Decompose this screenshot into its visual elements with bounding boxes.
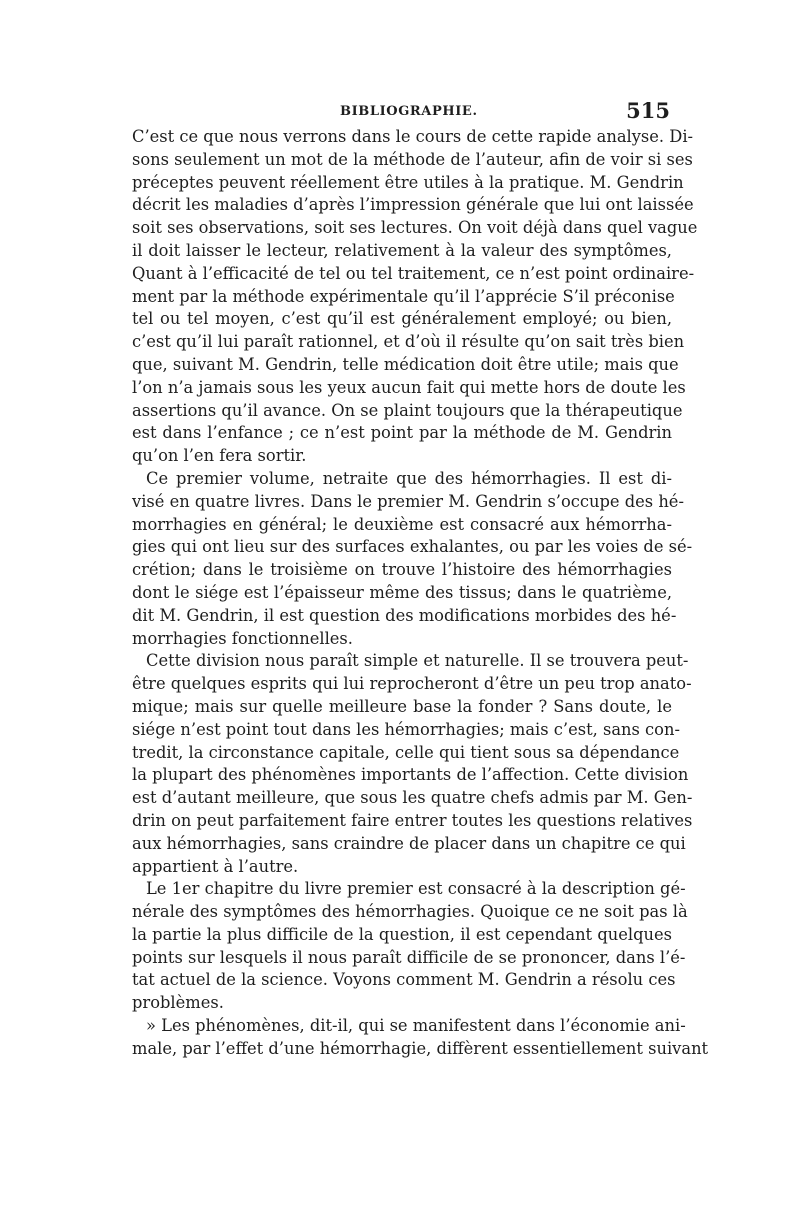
running-title: BIBLIOGRAPHIE. [340, 104, 478, 119]
text-line: sons seulement un mot de la méthode de l’auteur, afin de voir si ses [132, 149, 693, 169]
text-line: points sur lesquels il nous paraît difficile de se prononcer, dans l’é- [132, 947, 686, 967]
text-line-paragraph-start: Cette division nous paraît simple et naturelle. Il se trouvera peut- [146, 651, 689, 671]
text-line: la plupart des phénomènes importants de l’affection. Cette division [132, 765, 689, 785]
text-line: drin on peut parfaitement faire entrer toutes les questions relatives [132, 810, 693, 830]
text-line: il doit laisser le lecteur, relativement à la valeur des symptômes, [132, 240, 672, 260]
page-number: 515 [626, 98, 670, 123]
text-line: dit M. Gendrin, il est question des modifications morbides des hé- [132, 605, 677, 625]
text-line: morrhagies en général; le deuxième est consacré aux hémorrha- [132, 514, 672, 534]
text-line-paragraph-start: » Les phénomènes, dit-il, qui se manifestent dans l’économie ani- [146, 1016, 686, 1036]
text-line-paragraph-end: morrhagies fonctionnelles. [132, 628, 353, 648]
text-line: tel ou tel moyen, c’est qu’il est généralement employé; ou bien, [132, 309, 672, 329]
text-line: décrit les maladies d’après l’impression générale que lui ont laissée [132, 195, 694, 215]
text-line: ment par la méthode expérimentale qu’il l’apprécie S’il préconise [132, 286, 675, 306]
text-line: dont le siége est l’épaisseur même des tissus; dans le quatrième, [132, 582, 672, 602]
text-line: est d’autant meilleure, que sous les quatre chefs admis par M. Gen- [132, 788, 693, 808]
text-line-paragraph-start: Ce premier volume, netraite que des hémorrhagies. Il est di- [146, 468, 672, 488]
text-line: assertions qu’il avance. On se plaint toujours que la thérapeutique [132, 400, 683, 420]
text-line: l’on n’a jamais sous les yeux aucun fait qui mette hors de doute les [132, 377, 686, 397]
text-line-paragraph-start: Le 1er chapitre du livre premier est consacré à la description gé- [146, 879, 686, 899]
text-line: tredit, la circonstance capitale, celle qui tient sous sa dépendance [132, 742, 680, 762]
text-line: soit ses observations, soit ses lectures. On voit déjà dans quel vague [132, 218, 698, 238]
text-line: préceptes peuvent réellement être utiles à la pratique. M. Gendrin [132, 172, 684, 192]
text-line-paragraph-end: qu’on l’en fera sortir. [132, 446, 307, 466]
text-line: mique; mais sur quelle meilleure base la fonder ? Sans doute, le [132, 696, 672, 716]
text-line: crétion; dans le troisième on trouve l’histoire des hémorrhagies [132, 560, 672, 580]
text-line: tat actuel de la science. Voyons comment M. Gendrin a résolu ces [132, 970, 676, 990]
text-line: C’est ce que nous verrons dans le cours de cette rapide analyse. Di- [132, 127, 694, 146]
text-line: siége n’est point tout dans les hémorrhagies; mais c’est, sans con- [132, 719, 680, 739]
text-line: male, par l’effet d’une hémorrhagie, diffèrent essentiellement suivant [132, 1038, 709, 1058]
text-line: Quant à l’efficacité de tel ou tel traitement, ce n’est point ordinaire- [132, 263, 695, 283]
text-line: nérale des symptômes des hémorrhagies. Quoique ce ne soit pas là [132, 902, 688, 922]
body-text [132, 126, 709, 1061]
text-line: que, suivant M. Gendrin, telle médication doit être utile; mais que [132, 354, 679, 374]
text-line: c’est qu’il lui paraît rationnel, et d’où il résulte qu’on sait très bien [132, 332, 685, 352]
text-line: est dans l’enfance ; ce n’est point par la méthode de M. Gendrin [132, 423, 672, 443]
text-line-paragraph-end: problèmes. [132, 993, 224, 1013]
text-line: visé en quatre livres. Dans le premier M. Gendrin s’occupe des hé- [132, 491, 684, 511]
text-line-paragraph-end: appartient à l’autre. [132, 856, 299, 876]
text-line: être quelques esprits qui lui reprocheront d’être un peu trop anato- [132, 674, 692, 694]
text-line: la partie la plus difficile de la question, il est cependant quelques [132, 924, 672, 944]
text-line: gies qui ont lieu sur des surfaces exhalantes, ou par les voies de sé- [132, 537, 693, 557]
text-line: aux hémorrhagies, sans craindre de placer dans un chapitre ce qui [132, 833, 686, 853]
